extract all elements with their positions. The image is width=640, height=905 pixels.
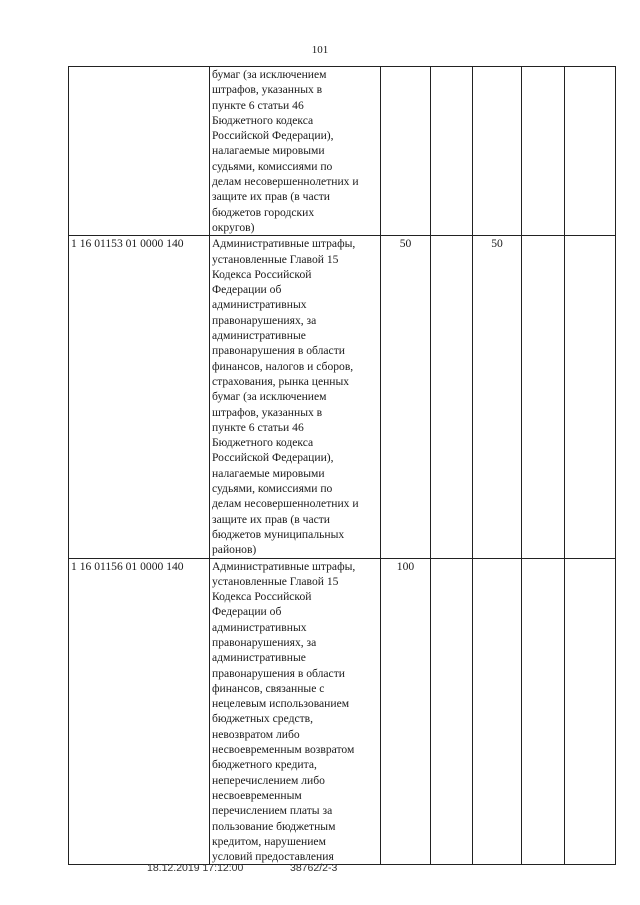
description-line: установленные Главой 15	[212, 574, 339, 588]
description-line: судьями, комиссиями по	[212, 159, 333, 173]
budget-classification-code	[69, 67, 210, 236]
description-line: бюджетов городских	[212, 205, 315, 219]
budget-classification-code: 1 16 01156 01 0000 140	[69, 558, 210, 865]
description-line: районов)	[212, 543, 257, 557]
value-cell-1: 50	[381, 236, 431, 558]
table-row	[69, 236, 616, 558]
description-line: административные	[212, 329, 306, 343]
description-line: административные	[212, 651, 306, 665]
description-line: Федерации об	[212, 605, 282, 619]
description-line: правонарушения в области	[212, 666, 345, 680]
description-line: страхования, рынка ценных	[212, 374, 350, 388]
description-line: Кодекса Российской	[212, 590, 312, 604]
value-cell-5	[565, 236, 616, 558]
description-line: защите их прав (в части	[212, 190, 331, 204]
description-line: неперечислением либо	[212, 773, 325, 787]
footer-datetime: 18.12.2019 17:12:00	[147, 862, 244, 874]
description-line: финансов, связанные с	[212, 681, 325, 695]
value-cell-2	[431, 236, 473, 558]
description-line: бюджетов муниципальных	[212, 527, 345, 541]
description-line: нецелевым использованием	[212, 697, 350, 711]
revenue-description	[210, 67, 381, 236]
description-line: Бюджетного кодекса	[212, 436, 314, 450]
description-line: пункте 6 статьи 46	[212, 98, 304, 112]
description-line: делам несовершеннолетних и	[212, 175, 359, 189]
value-cell-1: 100	[381, 558, 431, 865]
description-line: несвоевременным возвратом	[212, 743, 355, 757]
description-line: Кодекса Российской	[212, 267, 312, 281]
budget-classification-code: 1 16 01153 01 0000 140	[69, 236, 210, 558]
value-cell-4	[522, 67, 565, 236]
description-line: налагаемые мировыми	[212, 144, 325, 158]
description-line: невозвратом либо	[212, 727, 300, 741]
value-cell-1	[381, 67, 431, 236]
value-cell-3	[473, 67, 522, 236]
description-line: правонарушениях, за	[212, 313, 317, 327]
description-line: кредитом, нарушением	[212, 834, 326, 848]
description-line: несвоевременным	[212, 788, 302, 802]
value-cell-2	[431, 558, 473, 865]
description-line: бумаг (за исключением	[212, 68, 327, 81]
revenue-description	[210, 236, 381, 558]
description-line: округов)	[212, 220, 255, 234]
description-line: налагаемые мировыми	[212, 466, 325, 480]
description-line: перечислением платы за	[212, 804, 333, 818]
page-number: 101	[311, 44, 329, 56]
description-line: бюджетных средств,	[212, 712, 314, 726]
description-line: судьями, комиссиями по	[212, 482, 333, 496]
value-cell-3: 50	[473, 236, 522, 558]
description-line: условий предоставления	[212, 850, 334, 864]
footer-document-id: 38762/2-3	[290, 862, 338, 874]
description-line: пункте 6 статьи 46	[212, 420, 304, 434]
description-line: Российской Федерации),	[212, 129, 334, 143]
description-line: защите их прав (в части	[212, 512, 331, 526]
description-line: бумаг (за исключением	[212, 390, 327, 404]
description-line: штрафов, указанных в	[212, 405, 323, 419]
description-line: Административные штрафы,	[212, 237, 356, 251]
description-line: административных	[212, 298, 307, 312]
description-line: финансов, налогов и сборов,	[212, 359, 354, 373]
description-line: установленные Главой 15	[212, 252, 339, 266]
value-cell-4	[522, 236, 565, 558]
table-row	[69, 558, 616, 865]
description-line: правонарушения в области	[212, 344, 345, 358]
value-cell-3	[473, 558, 522, 865]
description-line: Федерации об	[212, 283, 282, 297]
revenue-description	[210, 558, 381, 865]
budget-revenue-table	[68, 66, 616, 865]
value-cell-4	[522, 558, 565, 865]
description-line: делам несовершеннолетних и	[212, 497, 359, 511]
value-cell-2	[431, 67, 473, 236]
description-line: Бюджетного кодекса	[212, 113, 314, 127]
description-line: Российской Федерации),	[212, 451, 334, 465]
description-line: пользование бюджетным	[212, 819, 336, 833]
value-cell-5	[565, 558, 616, 865]
description-line: штрафов, указанных в	[212, 83, 323, 97]
description-line: бюджетного кредита,	[212, 758, 317, 772]
description-line: Административные штрафы,	[212, 559, 356, 573]
table-row	[69, 67, 616, 236]
value-cell-5	[565, 67, 616, 236]
description-line: правонарушениях, за	[212, 635, 317, 649]
description-line: административных	[212, 620, 307, 634]
